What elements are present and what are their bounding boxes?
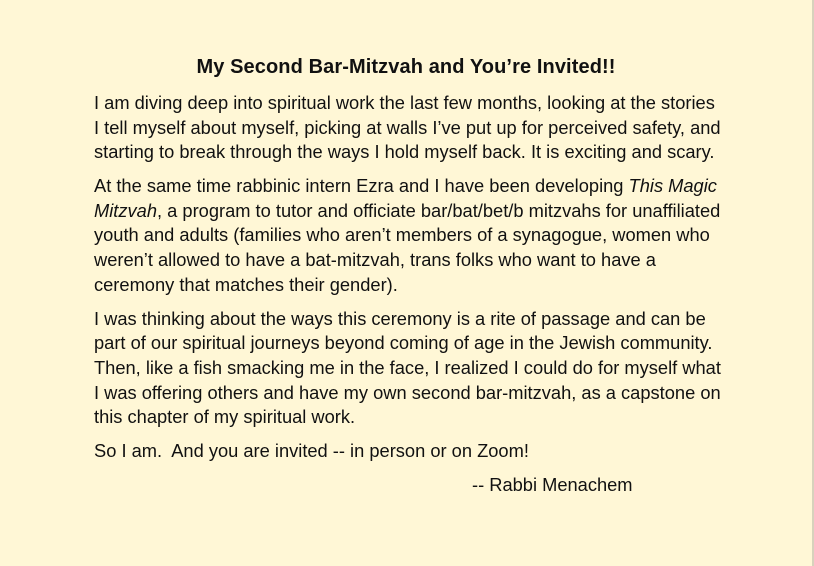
program-name: This Magic Mitzvah [94,175,717,221]
paragraph-intro: I am diving deep into spiritual work the last few months, looking at the stories I tell myself about myself, picking at walls I’ve put up for perceived safety, and starting to break through the ways I hold myself back. It is exciting and scary. [94,92,721,163]
paragraph-invitation: So I am. And you are invited -- in person or on Zoom! [94,440,529,462]
signature: -- Rabbi Menachem [472,474,633,496]
paragraph-reflection: I was thinking about the ways this ceremony is a rite of passage and can be part of our spiritual journeys beyond coming of age in the Jewish community. Then, like a fish smacking me in the face, I realized I could do for myself what I was offering others and have my own second bar-mitzvah, as a capstone on this chapter of my spiritual work. [94,307,721,428]
invitation-document [94,54,724,498]
paragraph-program [94,174,724,297]
page-title: My Second Bar-Mitzvah and You’re Invited!! [196,56,616,78]
paragraph-program-text: At the same time rabbinic intern Ezra and I have been developing [94,175,629,197]
paragraph-program-text-rest: , a program to tutor and officiate bar/bat/bet/b mitzvahs for unaffiliated youth and adults (families who aren’t members of a synagogue, women who weren’t allowed to have a bat-mitzvah, trans folks who want to have a ceremony that matches their gender). [94,199,721,295]
